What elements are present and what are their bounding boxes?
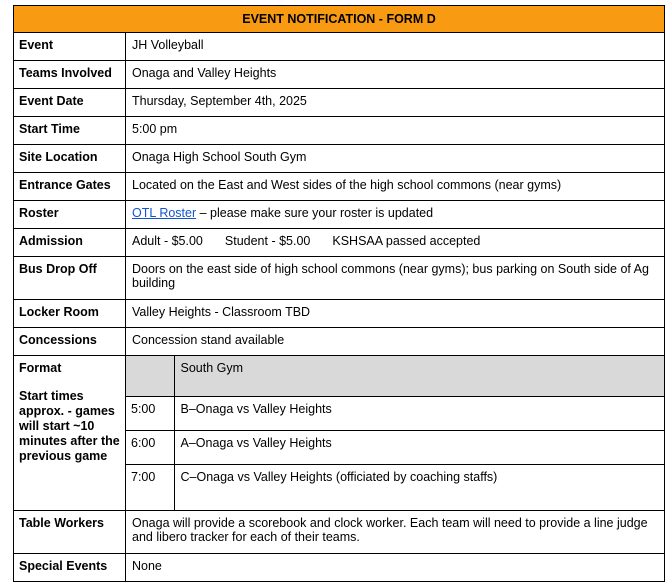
special-label: Special Events (14, 554, 126, 582)
start-time-value: 5:00 pm (126, 117, 665, 145)
game-time: 7:00 (126, 465, 174, 511)
row-date (14, 89, 665, 117)
roster-value (126, 201, 665, 229)
format-schedule-cell (126, 356, 665, 511)
gates-value: Located on the East and West sides of the high school commons (near gyms) (126, 173, 665, 201)
game-time: 5:00 (126, 397, 174, 431)
roster-link[interactable]: OTL Roster (132, 206, 197, 220)
bus-value: Doors on the east side of high school commons (near gyms); bus parking on South side of Ag building (126, 257, 665, 300)
game-matchup: B–Onaga vs Valley Heights (174, 397, 664, 431)
admission-value (126, 229, 665, 257)
game-matchup: A–Onaga vs Valley Heights (174, 431, 664, 465)
row-locker (14, 300, 665, 328)
event-value: JH Volleyball (126, 33, 665, 61)
start-time-label: Start Time (14, 117, 126, 145)
roster-label: Roster (14, 201, 126, 229)
row-roster (14, 201, 665, 229)
locker-label: Locker Room (14, 300, 126, 328)
schedule-header (126, 356, 664, 397)
row-table-workers (14, 511, 665, 554)
site-value: Onaga High School South Gym (126, 145, 665, 173)
game-matchup: C–Onaga vs Valley Heights (officiated by coaching staffs) (180, 470, 498, 484)
game-time: 6:00 (126, 431, 174, 465)
event-form (13, 5, 665, 582)
form-title: EVENT NOTIFICATION - FORM D (14, 6, 665, 33)
schedule-table (126, 356, 664, 510)
row-bus (14, 257, 665, 300)
date-label: Event Date (14, 89, 126, 117)
row-concessions (14, 328, 665, 356)
bus-label: Bus Drop Off (14, 257, 126, 300)
schedule-header-time (126, 356, 174, 397)
row-gates (14, 173, 665, 201)
row-site (14, 145, 665, 173)
format-label: Format (19, 361, 62, 375)
event-label: Event (14, 33, 126, 61)
row-admission (14, 229, 665, 257)
schedule-venue: South Gym (174, 356, 664, 397)
schedule-row (126, 397, 664, 431)
row-format (14, 356, 665, 511)
schedule-row (126, 465, 664, 511)
admission-label: Admission (14, 229, 126, 257)
admission-adult: Adult - $5.00 (132, 234, 203, 248)
format-note: Start times approx. - games will start ~10 minutes after the previous game (19, 389, 120, 463)
special-value: None (126, 554, 665, 582)
schedule-row (126, 431, 664, 465)
row-special (14, 554, 665, 582)
table-workers-label: Table Workers (14, 511, 126, 554)
concessions-value: Concession stand available (126, 328, 665, 356)
gates-label: Entrance Gates (14, 173, 126, 201)
row-teams (14, 61, 665, 89)
admission-student: Student - $5.00 (224, 234, 311, 248)
admission-pass: KSHSAA passed accepted (332, 234, 481, 248)
teams-label: Teams Involved (14, 61, 126, 89)
row-start-time (14, 117, 665, 145)
row-event (14, 33, 665, 61)
date-value: Thursday, September 4th, 2025 (126, 89, 665, 117)
format-label-cell (14, 356, 126, 511)
concessions-label: Concessions (14, 328, 126, 356)
table-workers-value: Onaga will provide a scorebook and clock worker. Each team will need to provide a line judge and libero tracker for each of their teams. (126, 511, 665, 554)
locker-value: Valley Heights - Classroom TBD (126, 300, 665, 328)
teams-value: Onaga and Valley Heights (126, 61, 665, 89)
roster-note: – please make sure your roster is updated (196, 206, 434, 220)
site-label: Site Location (14, 145, 126, 173)
